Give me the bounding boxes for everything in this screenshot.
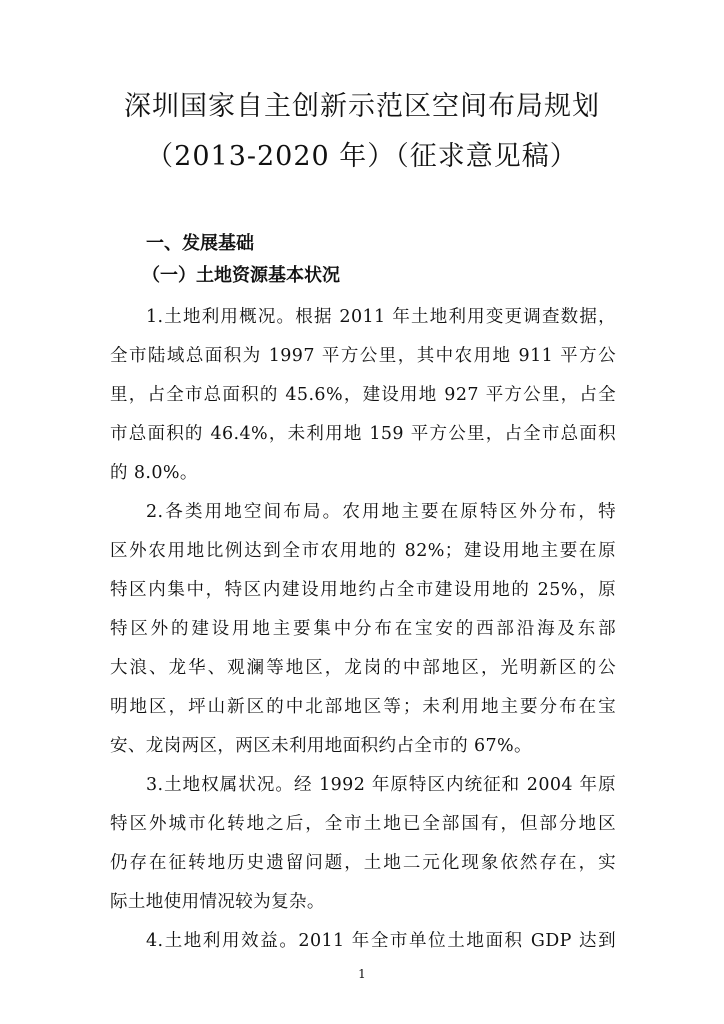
document-title-line-1: 深圳国家自主创新示范区空间布局规划: [124, 91, 600, 122]
paragraph-1-line-5: 的 8.0%。: [110, 463, 198, 483]
paragraph-1-line-2: 全市陆域总面积为 1997 平方公里，其中农用地 911 平方公: [110, 346, 616, 366]
paragraph-2-line-6: 明地区，坪山新区的中北部地区等；未利用地主要分布在宝: [110, 697, 616, 717]
paragraph-3-line-1: 3.土地权属状况。经 1992 年原特区内统征和 2004 年原: [146, 775, 616, 795]
paragraph-3-line-4: 际土地使用情况较为复杂。: [110, 892, 325, 912]
document-title-line-2: （2013-2020 年）（征求意见稿）: [146, 141, 578, 172]
paragraph-2-line-3: 特区内集中，特区内建设用地约占全市建设用地的 25%，原: [110, 580, 616, 600]
paragraph-4-line-1: 4.土地利用效益。2011 年全市单位土地面积 GDP 达到: [146, 931, 616, 951]
subsection-heading-1: （一）土地资源基本状况: [142, 265, 340, 286]
paragraph-3-line-2: 特区外城市化转地之后，全市土地已全部国有，但部分地区: [110, 814, 616, 834]
paragraph-2-line-4: 特区外的建设用地主要集中分布在宝安的西部沿海及东部: [110, 619, 616, 639]
section-heading-1: 一、发展基础: [146, 233, 254, 254]
paragraph-2-line-2: 区外农用地比例达到全市农用地的 82%；建设用地主要在原: [110, 541, 616, 561]
page-number: 1: [358, 967, 366, 981]
paragraph-2-line-5: 大浪、龙华、观澜等地区，龙岗的中部地区，光明新区的公: [110, 658, 616, 678]
paragraph-1-line-4: 市总面积的 46.4%，未利用地 159 平方公里，占全市总面积: [110, 424, 616, 444]
paragraph-1-line-1: 1.土地利用概况。根据 2011 年土地利用变更调查数据，: [146, 307, 616, 327]
paragraph-1-line-3: 里，占全市总面积的 45.6%，建设用地 927 平方公里，占全: [110, 385, 616, 405]
paragraph-2-line-1: 2.各类用地空间布局。农用地主要在原特区外分布，特: [146, 502, 616, 522]
paragraph-2-line-7: 安、龙岗两区，两区未利用地面积约占全市的 67%。: [110, 736, 532, 756]
paragraph-3-line-3: 仍存在征转地历史遗留问题，土地二元化现象依然存在，实: [110, 853, 616, 873]
